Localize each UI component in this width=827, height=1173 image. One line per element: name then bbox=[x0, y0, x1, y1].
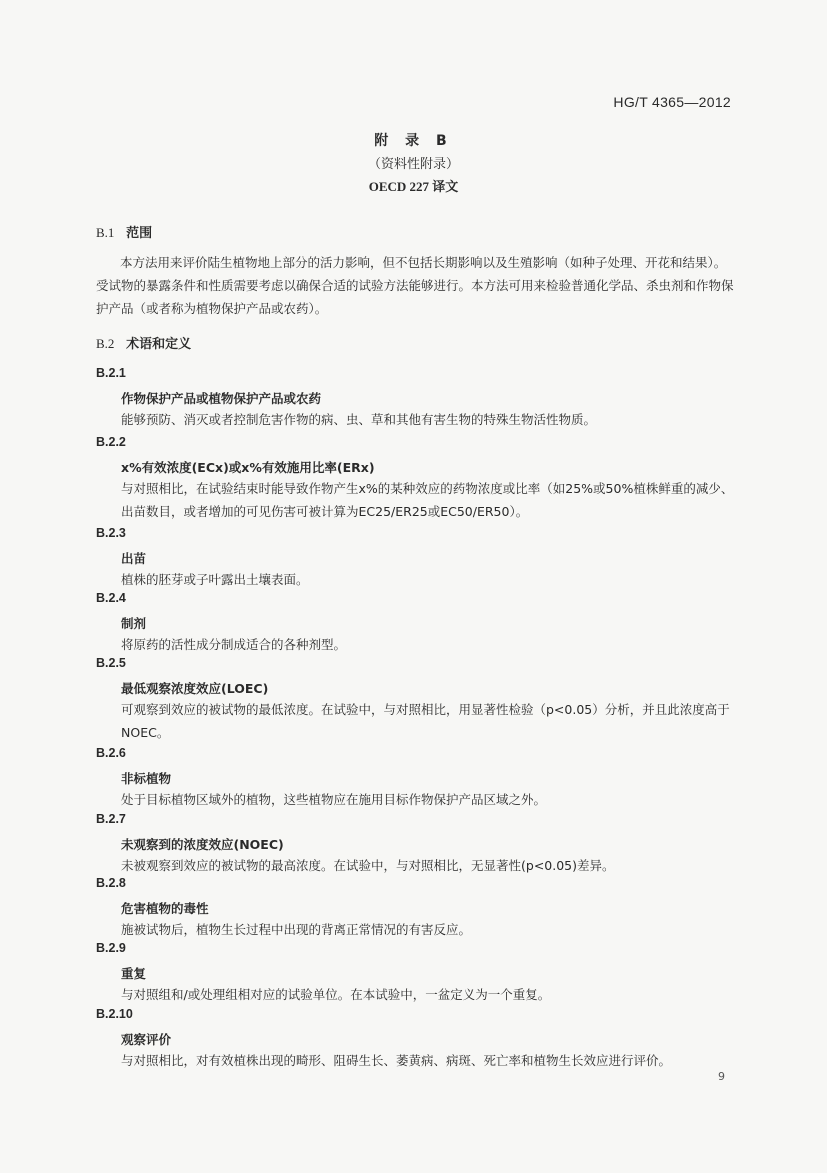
term-title: 观察评价 bbox=[121, 1032, 172, 1047]
term-title: 非标植物 bbox=[121, 771, 172, 786]
clause-number: B.2.8 bbox=[96, 876, 126, 890]
term-title: 未观察到的浓度效应(NOEC) bbox=[121, 837, 284, 852]
section-title: 术语和定义 bbox=[126, 337, 192, 352]
section-b2-heading bbox=[96, 333, 191, 352]
scope-paragraph: 本方法用来评价陆生植物地上部分的活力影响，但不包括长期影响以及生殖影响（如种子处理、开花和结果）。受试物的暴露条件和性质需要考虑以确保合适的试验方法能够进行。本方法可用来检验普通化学品、杀虫剂和作物保护产品（或者称为植物保护产品或农药）。 bbox=[96, 255, 734, 316]
term-title: 制剂 bbox=[121, 616, 147, 631]
term-definition: 能够预防、消灭或者控制危害作物的病、虫、草和其他有害生物的特殊生物活性物质。 bbox=[121, 412, 597, 427]
standard-code: HG/T 4365—2012 bbox=[613, 94, 731, 110]
section-number: B.1 bbox=[96, 225, 115, 240]
term-definition: 处于目标植物区域外的植物，这些植物应在施用目标作物保护产品区域之外。 bbox=[121, 792, 547, 807]
term-title: x%有效浓度(ECx)或x%有效施用比率(ERx) bbox=[121, 460, 375, 475]
term-definition: 与对照相比，在试验结束时能导致作物产生x%的某种效应的药物浓度或比率（如25%或50%植株鲜重的减少、出苗数目，或者增加的可见伤害可被计算为EC25/ER25或EC50/ER50）。 bbox=[121, 481, 734, 519]
section-title: 范围 bbox=[126, 226, 153, 241]
term-title: 重复 bbox=[121, 966, 147, 981]
term-definition: 施被试物后，植物生长过程中出现的背离正常情况的有害反应。 bbox=[121, 922, 472, 937]
term-title: 最低观察浓度效应(LOEC) bbox=[121, 681, 269, 696]
term-definition: 与对照组和/或处理组相对应的试验单位。在本试验中，一盆定义为一个重复。 bbox=[121, 987, 551, 1002]
term-title: 危害植物的毒性 bbox=[121, 901, 209, 916]
annex-name: OECD 227 译文 bbox=[368, 179, 459, 194]
term-definition: 可观察到效应的被试物的最低浓度。在试验中，与对照相比，用显著性检验（p<0.05）分析，并且此浓度高于NOEC。 bbox=[121, 702, 730, 740]
clause-number: B.2.9 bbox=[96, 941, 126, 955]
annex-note: （资料性附录） bbox=[367, 157, 459, 172]
term-definition: 将原药的活性成分制成适合的各种剂型。 bbox=[121, 637, 347, 652]
term-title: 出苗 bbox=[121, 551, 147, 566]
clause-number: B.2.2 bbox=[96, 435, 126, 449]
clause-number: B.2.7 bbox=[96, 812, 126, 826]
clause-number: B.2.10 bbox=[96, 1007, 133, 1021]
clause-number: B.2.4 bbox=[96, 591, 126, 605]
term-definition: 未被观察到效应的被试物的最高浓度。在试验中，与对照相比，无显著性(p<0.05)差异。 bbox=[121, 858, 615, 873]
page-number: 9 bbox=[718, 1070, 725, 1083]
term-definition: 与对照相比，对有效植株出现的畸形、阻碍生长、萎黄病、病斑、死亡率和植物生长效应进行评价。 bbox=[121, 1053, 672, 1068]
clause-number: B.2.6 bbox=[96, 746, 126, 760]
annex-title: 附 录 B bbox=[374, 133, 453, 149]
section-number: B.2 bbox=[96, 336, 115, 351]
term-title: 作物保护产品或植物保护产品或农药 bbox=[121, 391, 322, 406]
clause-number: B.2.1 bbox=[96, 366, 126, 380]
section-b1-heading bbox=[96, 222, 152, 241]
term-definition: 植株的胚芽或子叶露出土壤表面。 bbox=[121, 572, 309, 587]
clause-number: B.2.5 bbox=[96, 656, 126, 670]
clause-number: B.2.3 bbox=[96, 526, 126, 540]
